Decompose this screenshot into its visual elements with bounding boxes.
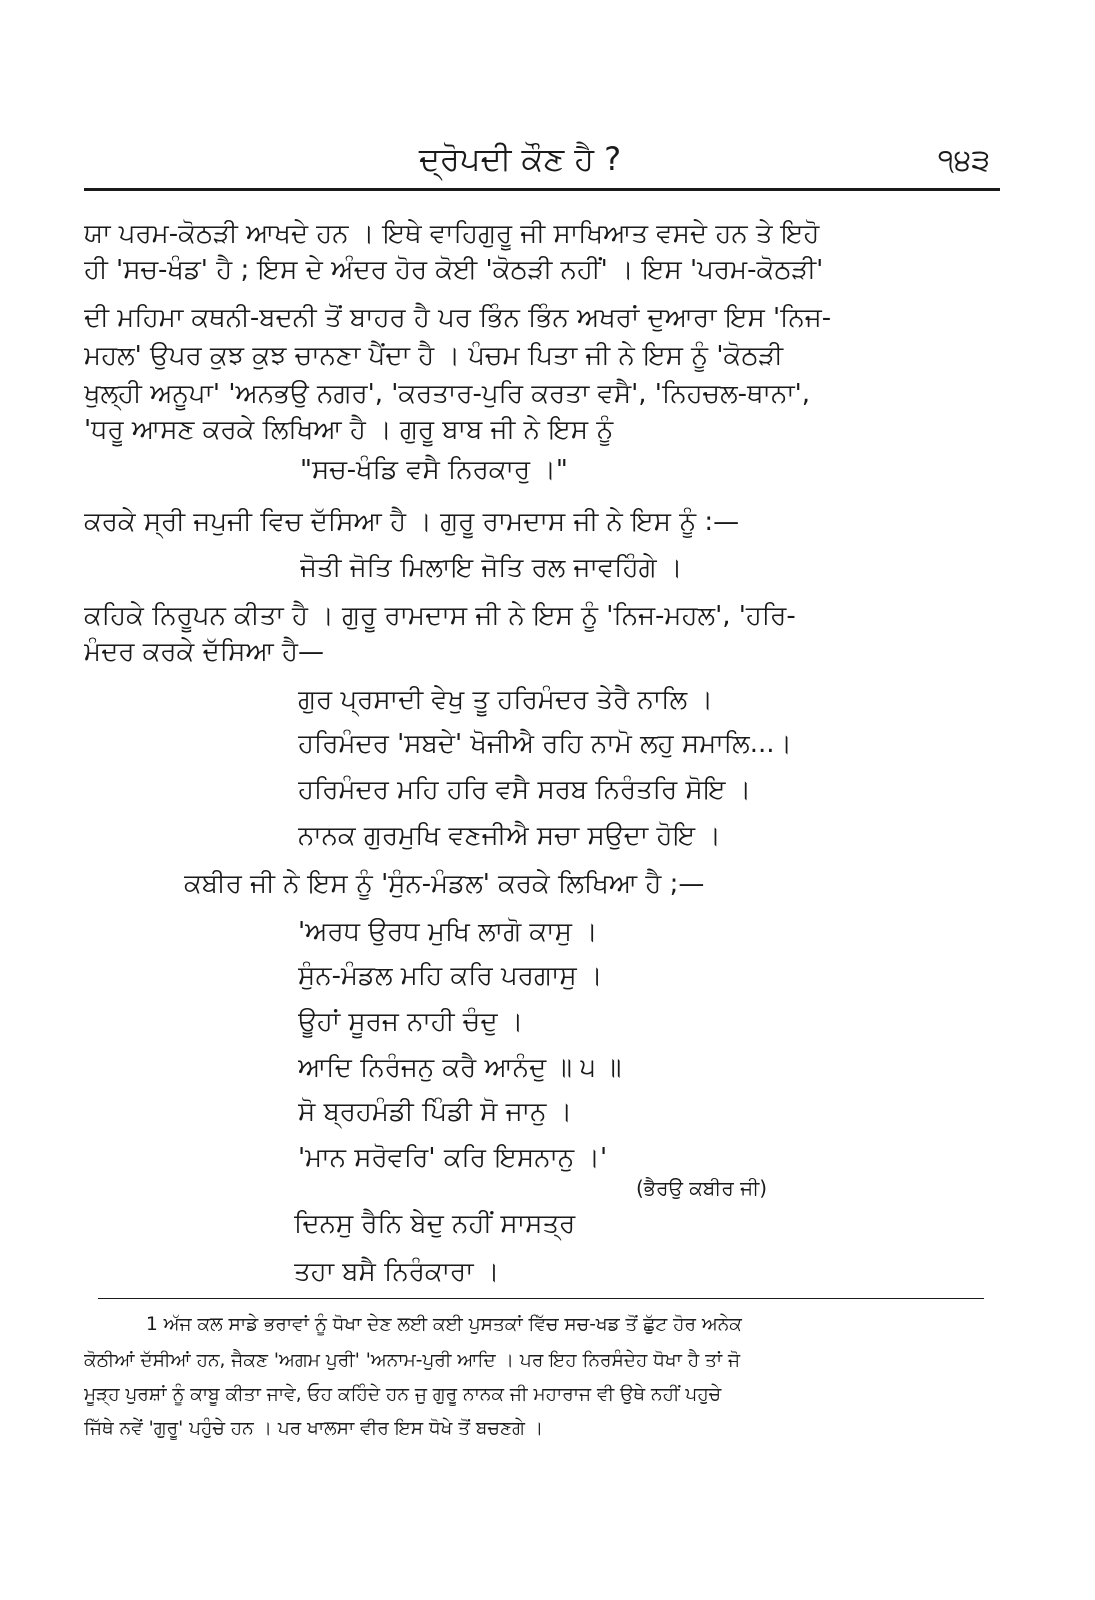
verse-line: ਦਿਨਸੁ ਰੈਨਿ ਬੇਦੁ ਨਹੀਂ ਸਾਸਤ੍ਰ [294,1209,576,1239]
footnote-rule [98,1298,984,1299]
body-line: ਖੁਲ੍ਹੀ ਅਨੂਪਾ' 'ਅਨਭਉ ਨਗਰ', 'ਕਰਤਾਰ-ਪੁਰਿ ਕਰਤਾ ਵਸੈ', 'ਨਿਹਚਲ-ਥਾਨਾ', [84,379,811,409]
footnote-line: ਜਿੱਥੇ ਨਵੇਂ 'ਗੁਰੂ' ਪਹੁੰਚੇ ਹਨ । ਪਰ ਖਾਲਸਾ ਵੀਰ ਇਸ ਧੋਖੇ ਤੋਂ ਬਚਣਗੇ । [84,1418,544,1439]
verse-line: 'ਮਾਨ ਸਰੋਵਰਿ' ਕਰਿ ਇਸਨਾਨੁ ।' [298,1143,608,1173]
footnote-line: ਕੋਠੀਆਂ ਦੱਸੀਆਂ ਹਨ, ਜੈਕਣ 'ਅਗਮ ਪੁਰੀ' 'ਅਨਾਮ-ਪੁਰੀ ਆਦਿ । ਪਰ ਇਹ ਨਿਰਸੰਦੇਹ ਧੋਖਾ ਹੈ ਤਾਂ ਜੋ [84,1350,741,1371]
running-header-title: ਦ੍ਰੋਪਦੀ ਕੌਣ ਹੈ ? [418,140,622,178]
body-line: ਯਾ ਪਰਮ-ਕੋਠੜੀ ਆਖਦੇ ਹਨ । ਇਥੇ ਵਾਹਿਗੁਰੂ ਜੀ ਸਾਖਿਆਤ ਵਸਦੇ ਹਨ ਤੇ ਇਹੋ [84,219,820,249]
body-line: ਕਹਿਕੇ ਨਿਰੂਪਨ ਕੀਤਾ ਹੈ । ਗੁਰੂ ਰਾਮਦਾਸ ਜੀ ਨੇ ਇਸ ਨੂੰ 'ਨਿਜ-ਮਹਲ', 'ਹਰਿ- [84,601,796,631]
body-line: ਮੰਦਰ ਕਰਕੇ ਦੱਸਿਆ ਹੈ— [84,637,324,667]
body-line: 'ਧਰੂ ਆਸਣ ਕਰਕੇ ਲਿਖਿਆ ਹੈ । ਗੁਰੂ ਬਾਬ ਜੀ ਨੇ ਇਸ ਨੂੰ [84,415,614,445]
footnote-line: 1 ਅੱਜ ਕਲ ਸਾਡੇ ਭਰਾਵਾਂ ਨੂੰ ਧੋਖਾ ਦੇਣ ਲਈ ਕਈ ਪੁਸਤਕਾਂ ਵਿੱਚ ਸਚ-ਖਡ ਤੋਂ ਛੁੱਟ ਹੋਰ ਅਨੇਕ [146,1314,742,1335]
verse-line: ਹਰਿਮੰਦਰ 'ਸਬਦੇ' ਖੋਜੀਐ ਰਹਿ ਨਾਮੋ ਲਹੁ ਸਮਾਲਿ...। [298,729,793,759]
verse-line: ਤਹਾ ਬਸੈ ਨਿਰੰਕਾਰਾ । [294,1257,500,1287]
quote-line: ਜੋਤੀ ਜੋਤਿ ਮਿਲਾਇ ਜੋਤਿ ਰਲ ਜਾਵਹਿੰਗੇ । [300,553,683,583]
body-line: ਕਬੀਰ ਜੀ ਨੇ ਇਸ ਨੂੰ 'ਸੁੰਨ-ਮੰਡਲ' ਕਰਕੇ ਲਿਖਿਆ ਹੈ ;— [184,869,705,899]
body-line: ਹੀ 'ਸਚ-ਖੰਡ' ਹੈ ; ਇਸ ਦੇ ਅੰਦਰ ਹੋਰ ਕੋਈ 'ਕੋਠੜੀ ਨਹੀਂ' । ਇਸ 'ਪਰਮ-ਕੋਠੜੀ' [84,255,824,285]
body-line: ਦੀ ਮਹਿਮਾ ਕਥਨੀ-ਬਦਨੀ ਤੋਂ ਬਾਹਰ ਹੈ ਪਰ ਭਿੰਨ ਭਿੰਨ ਅਖਰਾਂ ਦੁਆਰਾ ਇਸ 'ਨਿਜ- [84,303,832,333]
verse-line: 'ਅਰਧ ਉਰਧ ਮੁਖਿ ਲਾਗੋ ਕਾਸੁ । [298,917,598,947]
verse-line: ਨਾਨਕ ਗੁਰਮੁਖਿ ਵਣਜੀਐ ਸਚਾ ਸਉਦਾ ਹੋਇ । [298,821,721,851]
body-line: ਮਹਲ' ਉਪਰ ਕੁਝ ਕੁਝ ਚਾਨਣਾ ਪੈਂਦਾ ਹੈ । ਪੰਚਮ ਪਿਤਾ ਜੀ ਨੇ ਇਸ ਨੂੰ 'ਕੋਠੜੀ [84,341,784,371]
page-number: ੧੪੩ [937,143,990,178]
header-rule [84,188,1000,191]
quote-line: "ਸਚ-ਖੰਡਿ ਵਸੈ ਨਿਰਕਾਰੁ ।" [300,455,568,485]
verse-line: ਸੁੰਨ-ਮੰਡਲ ਮਹਿ ਕਰਿ ਪਰਗਾਸੁ । [298,961,603,991]
body-line: ਕਰਕੇ ਸ੍ਰੀ ਜਪੁਜੀ ਵਿਚ ਦੱਸਿਆ ਹੈ । ਗੁਰੂ ਰਾਮਦਾਸ ਜੀ ਨੇ ਇਸ ਨੂੰ :— [84,507,740,537]
verse-line: ਆਦਿ ਨਿਰੰਜਨੁ ਕਰੈ ਆਨੰਦੁ ॥ ੫ ॥ [298,1053,622,1083]
footnote-line: ਮੂੜ੍ਹ ਪੁਰਸ਼ਾਂ ਨੂੰ ਕਾਬੂ ਕੀਤਾ ਜਾਵੇ, ਓਹ ਕਹਿੰਦੇ ਹਨ ਜੁ ਗੁਰੂ ਨਾਨਕ ਜੀ ਮਹਾਰਾਜ ਵੀ ਉਥੇ ਨਹੀਂ ਪਹੁਚੇ [84,1384,722,1405]
verse-line: ਊਹਾਂ ਸੂਰਜ ਨਾਹੀ ਚੰਦੁ । [298,1007,524,1037]
verse-line: ਹਰਿਮੰਦਰ ਮਹਿ ਹਰਿ ਵਸੈ ਸਰਬ ਨਿਰੰਤਰਿ ਸੋਇ । [298,775,752,805]
verse-attribution: (ਭੈਰਉ ਕਬੀਰ ਜੀ) [636,1176,768,1200]
verse-line: ਗੁਰ ਪ੍ਰਸਾਦੀ ਵੇਖੁ ਤੂ ਹਰਿਮੰਦਰ ਤੇਰੈ ਨਾਲਿ । [298,685,713,715]
verse-line: ਸੋ ਬ੍ਰਹਮੰਡੀ ਪਿੰਡੀ ਸੋ ਜਾਨੁ । [298,1097,573,1127]
